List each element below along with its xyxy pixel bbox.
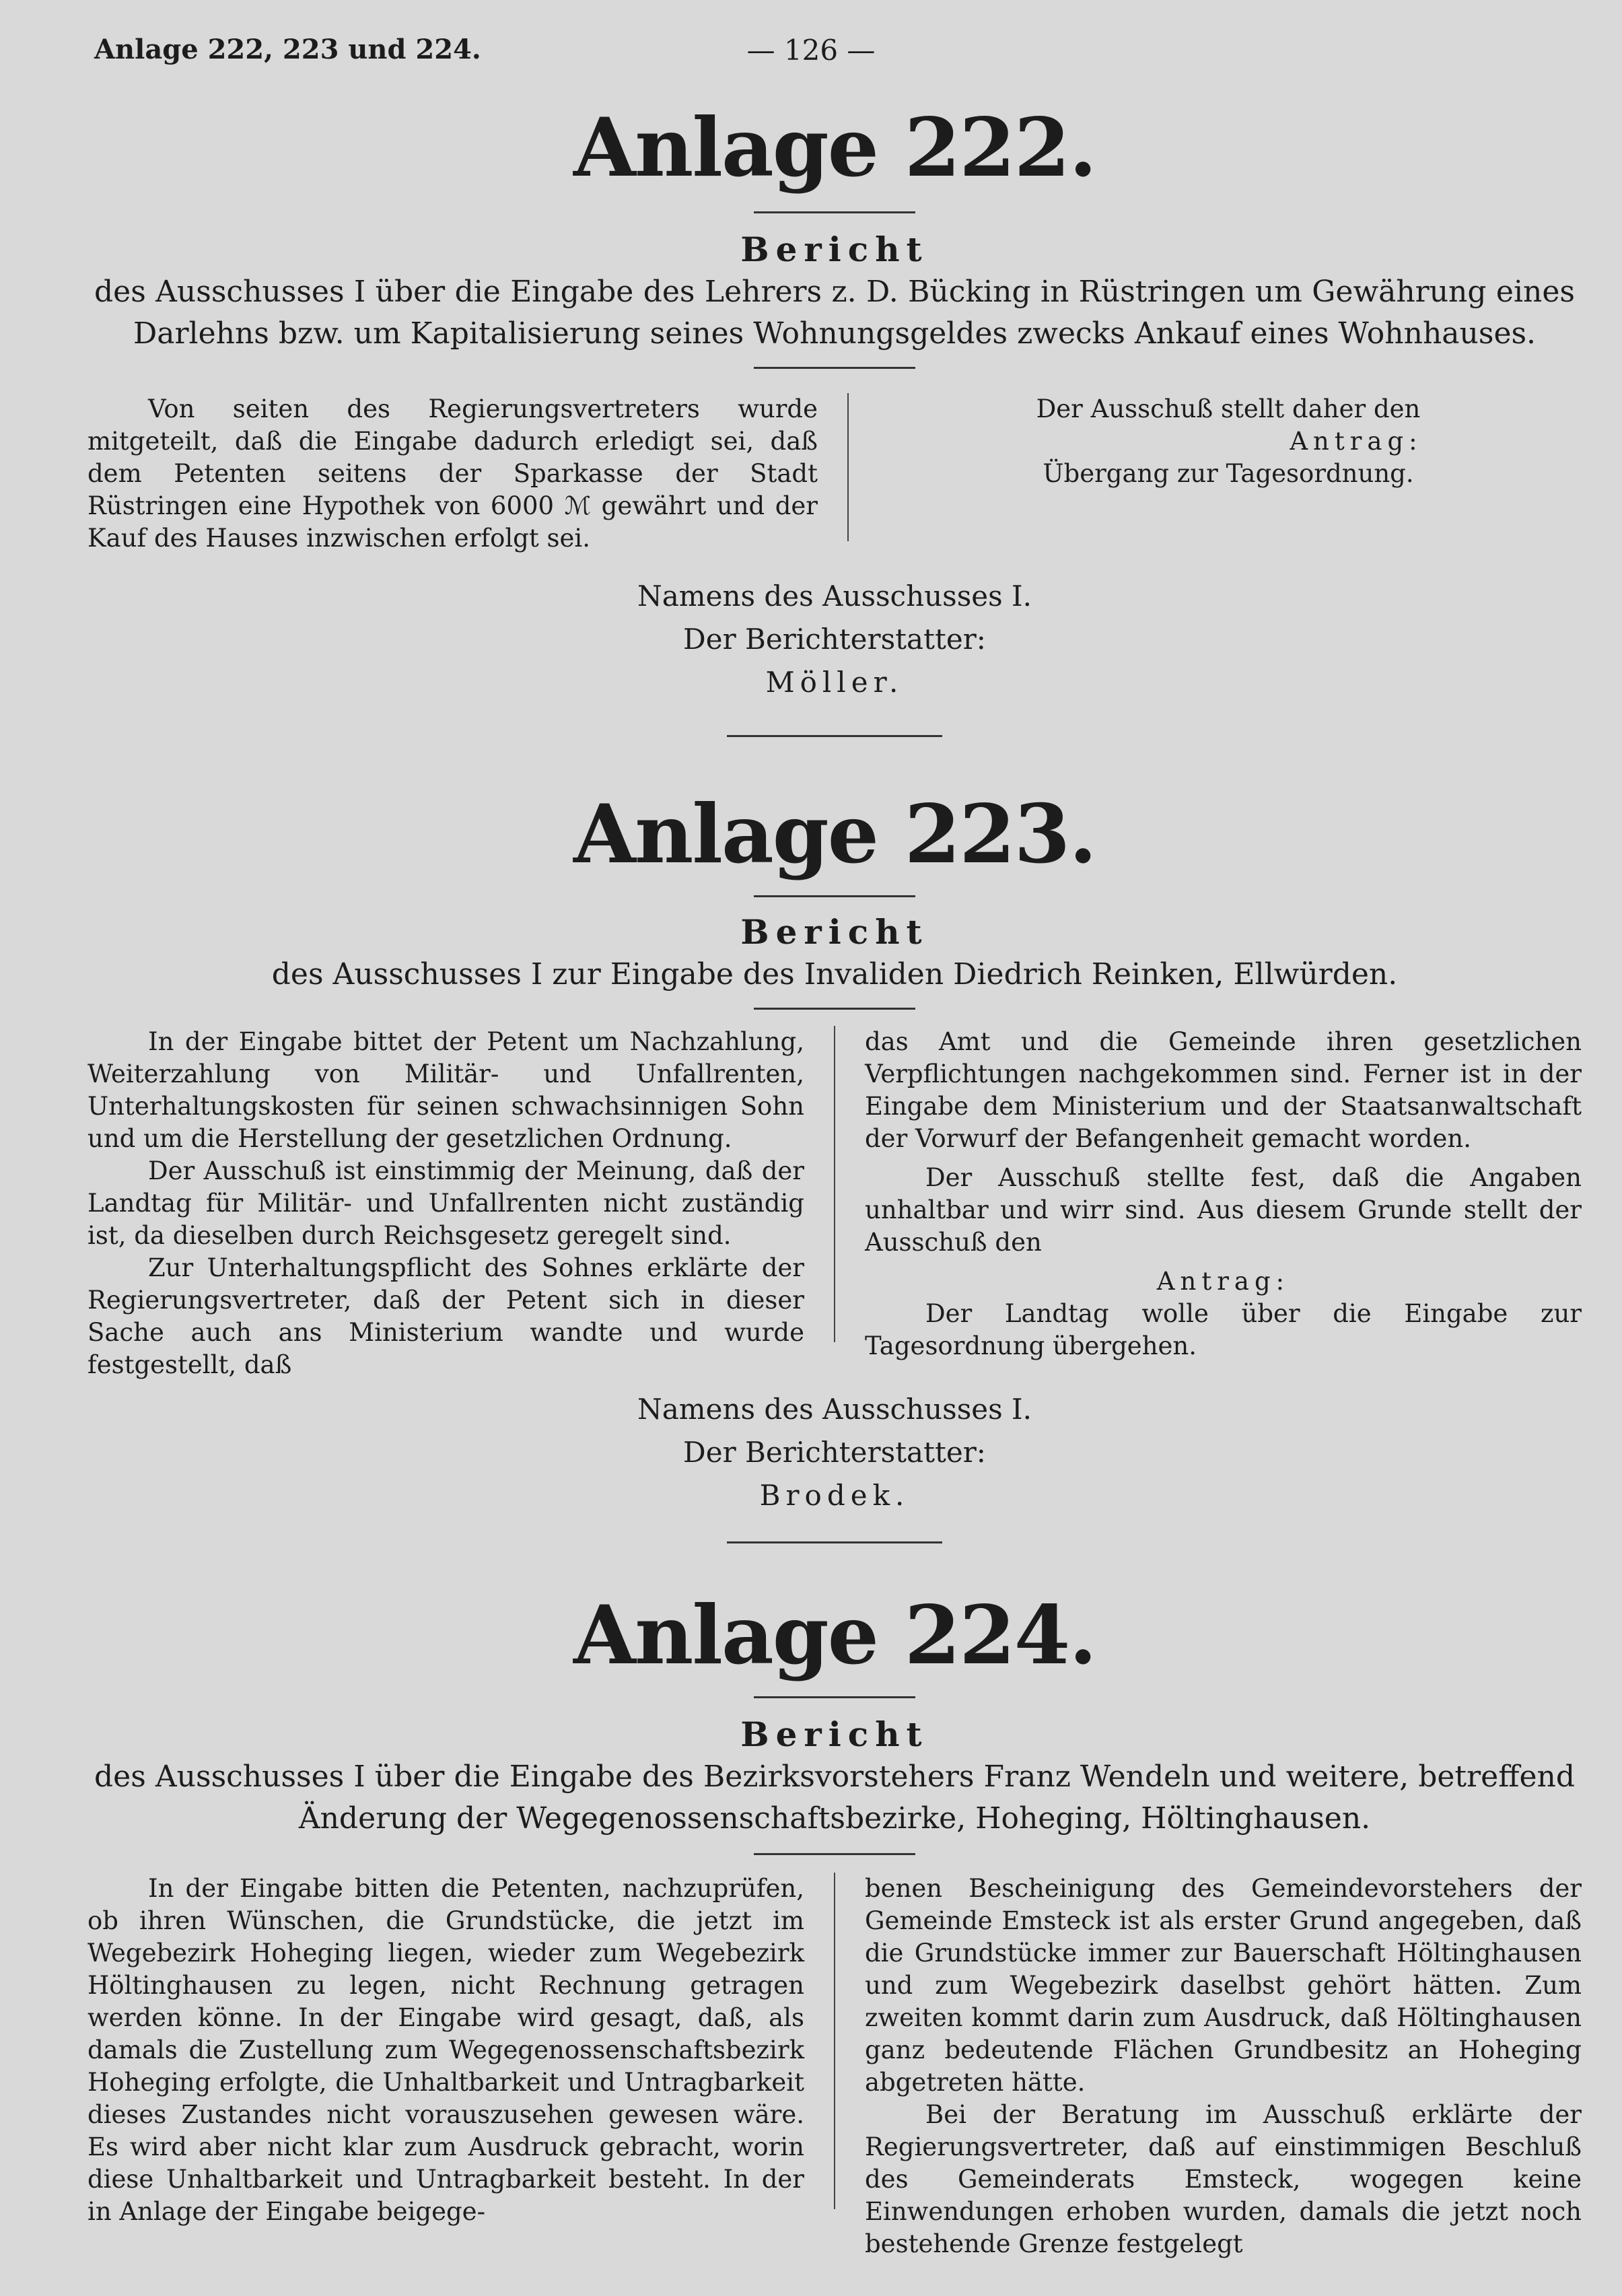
right-column: [865, 1873, 1582, 2260]
anlage-223-title: Anlage 223.: [573, 787, 1096, 882]
two-column-body: [87, 393, 1582, 555]
signature-name: Brodek.: [759, 1479, 910, 1512]
left-column: [87, 1873, 804, 2260]
title-rule: [754, 211, 915, 213]
bericht-heading: Bericht: [740, 230, 929, 269]
paragraph: Der Ausschuß stellte fest, daß die Angaben unhaltbar und wirr sind. Aus diesem Grunde stellt der Ausschuß den: [865, 1163, 1582, 1257]
column-divider: [847, 393, 849, 541]
signature-committee: Namens des Ausschusses I.: [637, 580, 1032, 613]
paragraph: In der Eingabe bitten die Petenten, nachzuprüfen, ob ihren Wünschen, die Grundstücke, die jetzt im Wegebezirk Hoheging liegen, wieder zum Wegebezirk Höltinghausen zu legen, nicht Rechnung getragen werden könne. In der Eingabe wird gesagt, daß, als damals die Zustellung zum Wegegenossenschaftsbezirk Hoheging erfolgte, die Unhaltbarkeit und Untragbarkeit dieses Zustandes nicht vorauszusehen gewesen wäre. Es wird aber nicht klar zum Ausdruck gebracht, worin diese Unhaltbarkeit und Untragbarkeit besteht. In der in Anlage der Eingabe beigege-: [87, 1874, 804, 2226]
right-column: [878, 393, 1578, 555]
signature-committee: Namens des Ausschusses I.: [637, 1393, 1032, 1426]
report-subject: des Ausschusses I über die Eingabe des Lehrers z. D. Bücking in Rüstringen um Gewährung eines Darlehns bzw. um Kapitalisierung seines Wohnungsgeldes zwecks Ankauf eines Wohnhauses.: [94, 275, 1575, 351]
paragraph: Der Ausschuß stellt daher den: [1036, 394, 1421, 423]
signature-block: [87, 575, 1582, 704]
antrag-label: Antrag:: [1290, 427, 1423, 456]
paragraph: Der Ausschuß ist einstimmig der Meinung, daß der Landtag für Militär- und Unfallrenten nicht zuständig ist, da dieselben durch Reichsgesetz geregelt sind.: [87, 1156, 804, 1250]
antrag-text: Übergang zur Tagesordnung.: [1043, 459, 1414, 488]
two-column-body: [87, 1026, 1582, 1381]
anlage-224-section: [87, 1589, 1582, 2260]
page-number: — 126 —: [746, 34, 876, 67]
antrag-text: Der Landtag wolle über die Eingabe zur Tagesordnung übergehen.: [865, 1299, 1582, 1360]
anlage-222-section: [87, 101, 1582, 737]
subject-rule: [754, 1853, 915, 1855]
signature-role: Der Berichterstatter:: [683, 623, 986, 656]
anlage-222-title: Anlage 222.: [573, 100, 1096, 195]
two-column-body: [87, 1873, 1582, 2260]
anlage-224-title: Anlage 224.: [573, 1588, 1096, 1683]
anlage-223-section: [87, 788, 1582, 1543]
column-divider: [834, 1873, 835, 2209]
section-separator: [727, 1541, 942, 1543]
column-divider: [834, 1026, 835, 1342]
signature-role: Der Berichterstatter:: [683, 1436, 986, 1469]
paragraph: In der Eingabe bittet der Petent um Nachzahlung, Weiterzahlung von Militär- und Unfallrenten, Unterhaltungskosten für seinen schwachsinnigen Sohn und um die Herstellung der gesetzlichen Ordnung.: [87, 1027, 804, 1153]
subject-rule: [754, 1008, 915, 1010]
left-column: [87, 1026, 804, 1381]
paragraph: Zur Unterhaltungspflicht des Sohnes erklärte der Regierungsvertreter, daß der Petent sich in dieser Sache auch ans Ministerium wandte und wurde festgestellt, daß: [87, 1253, 804, 1379]
bericht-heading: Bericht: [740, 912, 929, 952]
right-column: [865, 1026, 1582, 1381]
bericht-heading: Bericht: [740, 1714, 929, 1754]
report-subject: des Ausschusses I über die Eingabe des Bezirksvorstehers Franz Wendeln und weitere, betreffend Änderung der Wegegenossenschaftsbezirke, Hoheging, Höltinghausen.: [94, 1760, 1575, 1836]
title-rule: [754, 895, 915, 897]
subject-rule: [754, 367, 915, 369]
paragraph: Von seiten des Regierungsvertreters wurde mitgeteilt, daß die Eingabe dadurch erledigt sei, daß dem Petenten seitens der Sparkasse der Stadt Rüstringen eine Hypothek von 6000 ℳ gewährt und der Kauf des Hauses inzwischen erfolgt sei.: [87, 394, 818, 553]
signature-name: Möller.: [765, 666, 904, 699]
paragraph: Bei der Beratung im Ausschuß erklärte der Regierungsvertreter, daß auf einstimmigen Beschluß des Gemeinderats Emsteck, wogegen keine Einwendungen erhoben wurden, damals die jetzt noch bestehende Grenze festgelegt: [865, 2100, 1582, 2258]
paragraph: benen Bescheinigung des Gemeindevorstehers der Gemeinde Emsteck ist als erster Grund angegeben, daß die Grundstücke immer zur Bauerschaft Höltinghausen und zum Wegebezirk daselbst gehört hätten. Zum zweiten kommt darin zum Ausdruck, daß Höltinghausen ganz bedeutende Flächen Grundbesitz an Hoheging abgetreten hätte.: [865, 1874, 1582, 2097]
section-separator: [727, 735, 942, 737]
paragraph: das Amt und die Gemeinde ihren gesetzlichen Verpflichtungen nachgekommen sind. Ferner ist in der Eingabe dem Ministerium und der Staatsanwaltschaft der Vorwurf der Befangenheit gemacht worden.: [865, 1027, 1582, 1153]
left-column: [87, 393, 818, 555]
report-subject: des Ausschusses I zur Eingabe des Invaliden Diedrich Reinken, Ellwürden.: [271, 957, 1398, 992]
signature-block: [87, 1388, 1582, 1517]
antrag-label: Antrag:: [1156, 1267, 1290, 1296]
title-rule: [754, 1696, 915, 1698]
running-head: Anlage 222, 223 und 224.: [94, 34, 481, 65]
